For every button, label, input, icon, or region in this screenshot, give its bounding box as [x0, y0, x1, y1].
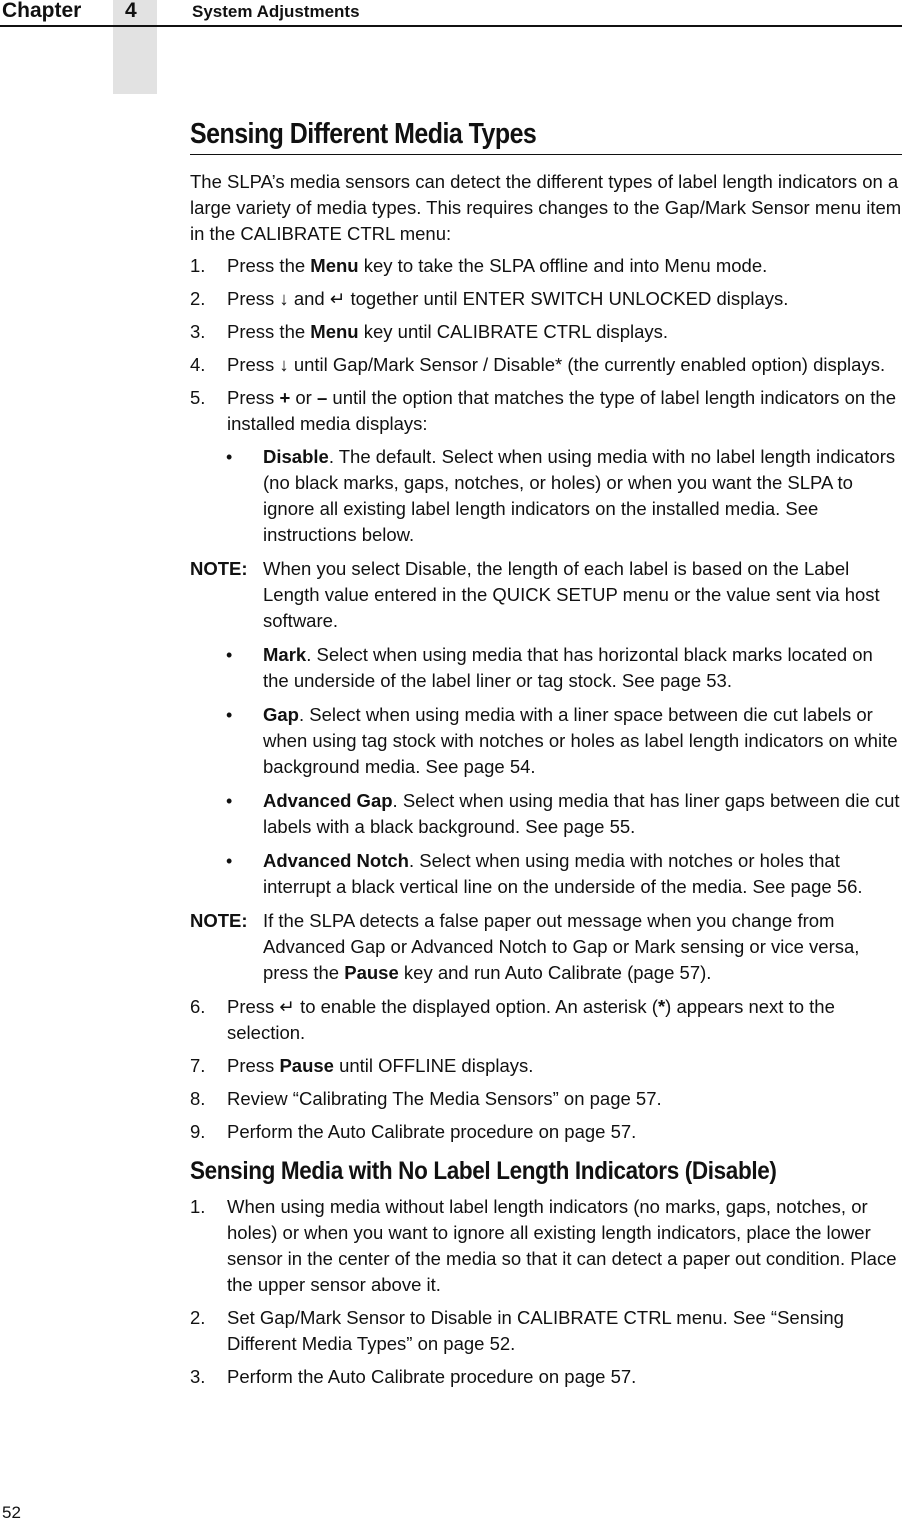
chapter-title: System Adjustments — [192, 2, 360, 21]
step-5: 5. Press + or – until the option that matches the type of label length indicators on the installed media displays: — [190, 387, 897, 434]
step-7: 7. Press Pause until OFFLINE displays. — [190, 1055, 534, 1076]
bullet-disable: • Disable. The default. Select when using media with no label length indicators (no black marks, gaps, notches, or holes) or when you want the SLPA to ignore all existing label length indicators on the installed media. See instructions below. — [226, 446, 896, 545]
step-6: 6. Press ↵ to enable the displayed option. An asterisk (*) appears next to the selection. — [190, 996, 835, 1043]
note-false-paper-out: NOTE: If the SLPA detects a false paper out message when you change from Advanced Gap or Advanced Notch to Gap or Mark sensing or vice versa, press the Pause key and run Auto Calibrate (page 57). — [190, 910, 860, 983]
bullet-advanced-gap: • Advanced Gap. Select when using media that has liner gaps between die cut labels with a black background. See page 55. — [226, 790, 900, 837]
sub-step-2: 2. Set Gap/Mark Sensor to Disable in CALIBRATE CTRL menu. See “Sensing Different Media Types” on page 52. — [190, 1307, 844, 1354]
step-9: 9. Perform the Auto Calibrate procedure on page 57. — [190, 1121, 637, 1142]
step-4: 4. Press ↓ until Gap/Mark Sensor / Disable* (the currently enabled option) displays. — [190, 354, 886, 375]
page-header — [0, 0, 902, 100]
section-title: Sensing Different Media Types — [190, 118, 537, 150]
step-1: 1. Press the Menu key to take the SLPA offline and into Menu mode. — [190, 255, 768, 276]
bullet-advanced-notch: • Advanced Notch. Select when using media with notches or holes that interrupt a black vertical line on the underside of the media. See page 56. — [226, 850, 863, 897]
bullet-mark: • Mark. Select when using media that has horizontal black marks located on the underside of the label liner or tag stock. See page 53. — [226, 644, 873, 691]
chapter-number: 4 — [125, 0, 137, 22]
subsection-title: Sensing Media with No Label Length Indicators (Disable) — [190, 1157, 777, 1185]
section-rule — [190, 154, 902, 155]
section-intro: The SLPA’s media sensors can detect the different types of label length indicators on a large variety of media types. This requires changes to the Gap/Mark Sensor menu item in the CALIBRATE CTRL menu: — [190, 171, 902, 244]
page-content — [190, 118, 902, 1397]
page-number: 52 — [2, 1503, 21, 1522]
step-3: 3. Press the Menu key until CALIBRATE CTRL displays. — [190, 321, 669, 342]
note-disable: NOTE: When you select Disable, the length of each label is based on the Label Length value entered in the QUICK SETUP menu or the value sent via host software. — [190, 558, 880, 631]
sub-step-3: 3. Perform the Auto Calibrate procedure on page 57. — [190, 1366, 637, 1387]
bullet-gap: • Gap. Select when using media with a liner space between die cut labels or when using tag stock with notches or holes as label length indicators on white background media. See page 54. — [226, 704, 898, 777]
step-8: 8. Review “Calibrating The Media Sensors” on page 57. — [190, 1088, 662, 1109]
chapter-label: Chapter — [2, 0, 82, 22]
header-rule — [0, 25, 902, 27]
step-2: 2. Press ↓ and ↵ together until ENTER SWITCH UNLOCKED displays. — [190, 288, 789, 309]
sub-step-1: 1. When using media without label length indicators (no marks, gaps, notches, or holes) or when you want to ignore all existing length indicators, place the lower sensor in the center of the media so that it can detect a paper out condition. Place the upper sensor above it. — [190, 1196, 897, 1295]
